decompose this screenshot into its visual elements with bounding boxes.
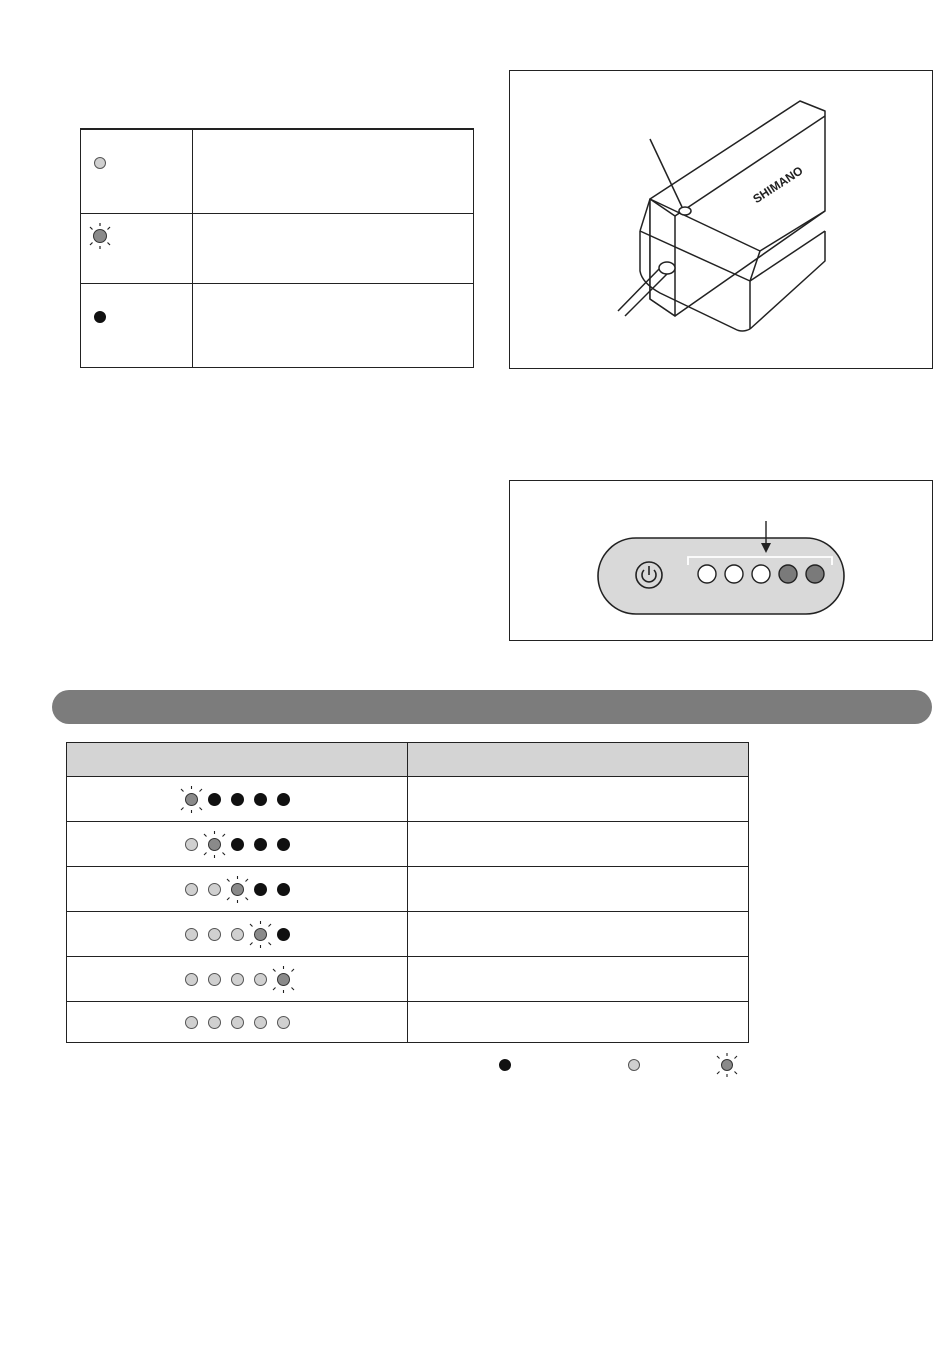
led-lit-icon [183, 881, 200, 898]
led-lit-icon [229, 1014, 246, 1031]
legend-row-unlit [81, 283, 473, 368]
table-row [67, 821, 748, 867]
power-icon [636, 562, 662, 588]
led-lit-icon [252, 1014, 269, 1031]
led-unlit-icon [252, 836, 269, 853]
indicator-led-2 [725, 565, 743, 583]
brand-label: SHIMANO [750, 163, 806, 207]
led-pattern [183, 822, 292, 867]
led-unlit-icon [252, 791, 269, 808]
led-unlit-icon [92, 309, 108, 325]
charging-status-table [66, 742, 749, 1043]
led-lit-icon [183, 971, 200, 988]
led-unlit-icon [275, 926, 292, 943]
led-legend [490, 1052, 750, 1078]
section-header-bar [52, 690, 932, 724]
led-lit-icon [183, 836, 200, 853]
led-unlit-icon [275, 836, 292, 853]
indicator-drawing [510, 481, 932, 640]
indicator-led-5 [806, 565, 824, 583]
led-pattern [183, 777, 292, 822]
battery-indicator-illustration [509, 480, 933, 641]
table-row [67, 911, 748, 957]
led-lit-icon [183, 926, 200, 943]
led-unlit-icon [275, 881, 292, 898]
indicator-led-4 [779, 565, 797, 583]
led-lit-icon [92, 155, 108, 171]
led-lit-icon [206, 926, 223, 943]
led-lit-icon [206, 881, 223, 898]
table-row [67, 866, 748, 912]
led-pattern [183, 867, 292, 912]
led-pattern [183, 912, 292, 957]
led-unlit-icon [498, 1058, 512, 1072]
indicator-led-1 [698, 565, 716, 583]
led-lit-icon [229, 971, 246, 988]
charger-illustration [509, 70, 933, 369]
led-lit-icon [206, 971, 223, 988]
table-row [67, 776, 748, 822]
led-unlit-icon [229, 791, 246, 808]
led-unlit-icon [252, 881, 269, 898]
led-unlit-icon [275, 791, 292, 808]
led-lit-icon [275, 1014, 292, 1031]
led-status-legend-table [80, 128, 474, 368]
led-lit-icon [206, 1014, 223, 1031]
led-pattern [183, 957, 292, 1002]
legend-item-on [627, 1052, 647, 1078]
led-lit-icon [229, 926, 246, 943]
led-blinking-icon [720, 1058, 734, 1072]
led-unlit-icon [229, 836, 246, 853]
legend-row-blinking [81, 213, 473, 284]
led-blinking-icon [91, 227, 109, 245]
charger-drawing [510, 71, 932, 368]
led-pattern [183, 1002, 292, 1043]
led-lit-icon [252, 971, 269, 988]
led-lit-icon [183, 1014, 200, 1031]
led-blinking-icon [206, 836, 223, 853]
indicator-led-3 [752, 565, 770, 583]
led-blinking-icon [183, 791, 200, 808]
table-row [67, 1001, 748, 1043]
legend-item-blink [720, 1052, 740, 1078]
led-blinking-icon [252, 926, 269, 943]
legend-row-lit [81, 129, 473, 214]
led-blinking-icon [275, 971, 292, 988]
table-row [67, 956, 748, 1002]
led-unlit-icon [206, 791, 223, 808]
led-lit-icon [627, 1058, 641, 1072]
led-blinking-icon [229, 881, 246, 898]
legend-item-off [498, 1052, 518, 1078]
